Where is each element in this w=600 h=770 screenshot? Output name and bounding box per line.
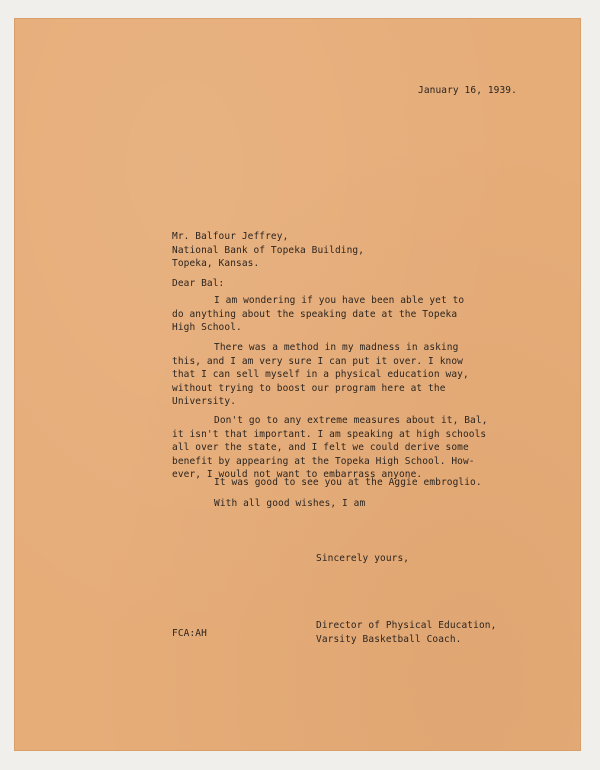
- body-paragraph-2: [172, 341, 469, 409]
- salutation: Dear Bal:: [172, 278, 225, 289]
- paragraph-line: do anything about the speaking date at the Topeka: [172, 308, 458, 320]
- paragraph-line: There was a method in my madness in asking: [214, 342, 459, 353]
- recipient-line: National Bank of Topeka Building,: [172, 244, 365, 256]
- paragraph-line: I am wondering if you have been able yet to: [214, 295, 465, 306]
- reference-initials: FCA:AH: [172, 628, 207, 639]
- signature-title-line: Director of Physical Education,: [316, 620, 497, 631]
- recipient-line: Topeka, Kansas.: [172, 258, 260, 270]
- body-paragraph-4: It was good to see you at the Aggie embroglio.: [214, 477, 482, 488]
- paragraph-line: High School.: [172, 322, 242, 334]
- signature-title-line: Varsity Basketball Coach.: [316, 633, 462, 645]
- paragraph-line: this, and I am very sure I can put it over. I know: [172, 355, 463, 367]
- paragraph-line: without trying to boost our program here at the: [172, 382, 446, 394]
- body-paragraph-5: With all good wishes, I am: [214, 498, 366, 509]
- paragraph-line: ever, I would not want to embarrass anyone.: [172, 469, 423, 481]
- body-paragraph-3: [172, 414, 488, 482]
- complimentary-close: Sincerely yours,: [316, 553, 410, 564]
- paragraph-line: that I can sell myself in a physical education way,: [172, 369, 469, 381]
- body-paragraph-1: [172, 294, 464, 335]
- signature-block: [316, 619, 496, 646]
- paragraph-line: University.: [172, 396, 237, 408]
- paragraph-line: all over the state, and I felt we could derive some: [172, 442, 469, 454]
- recipient-line: Mr. Balfour Jeffrey,: [172, 231, 289, 242]
- paragraph-line: Don't go to any extreme measures about it, Bal,: [214, 415, 488, 426]
- paragraph-line: benefit by appearing at the Topeka High School. How-: [172, 455, 475, 467]
- paragraph-line: it isn't that important. I am speaking at high schools: [172, 428, 487, 440]
- recipient-address: [172, 230, 364, 271]
- letter-date: January 16, 1939.: [418, 85, 517, 96]
